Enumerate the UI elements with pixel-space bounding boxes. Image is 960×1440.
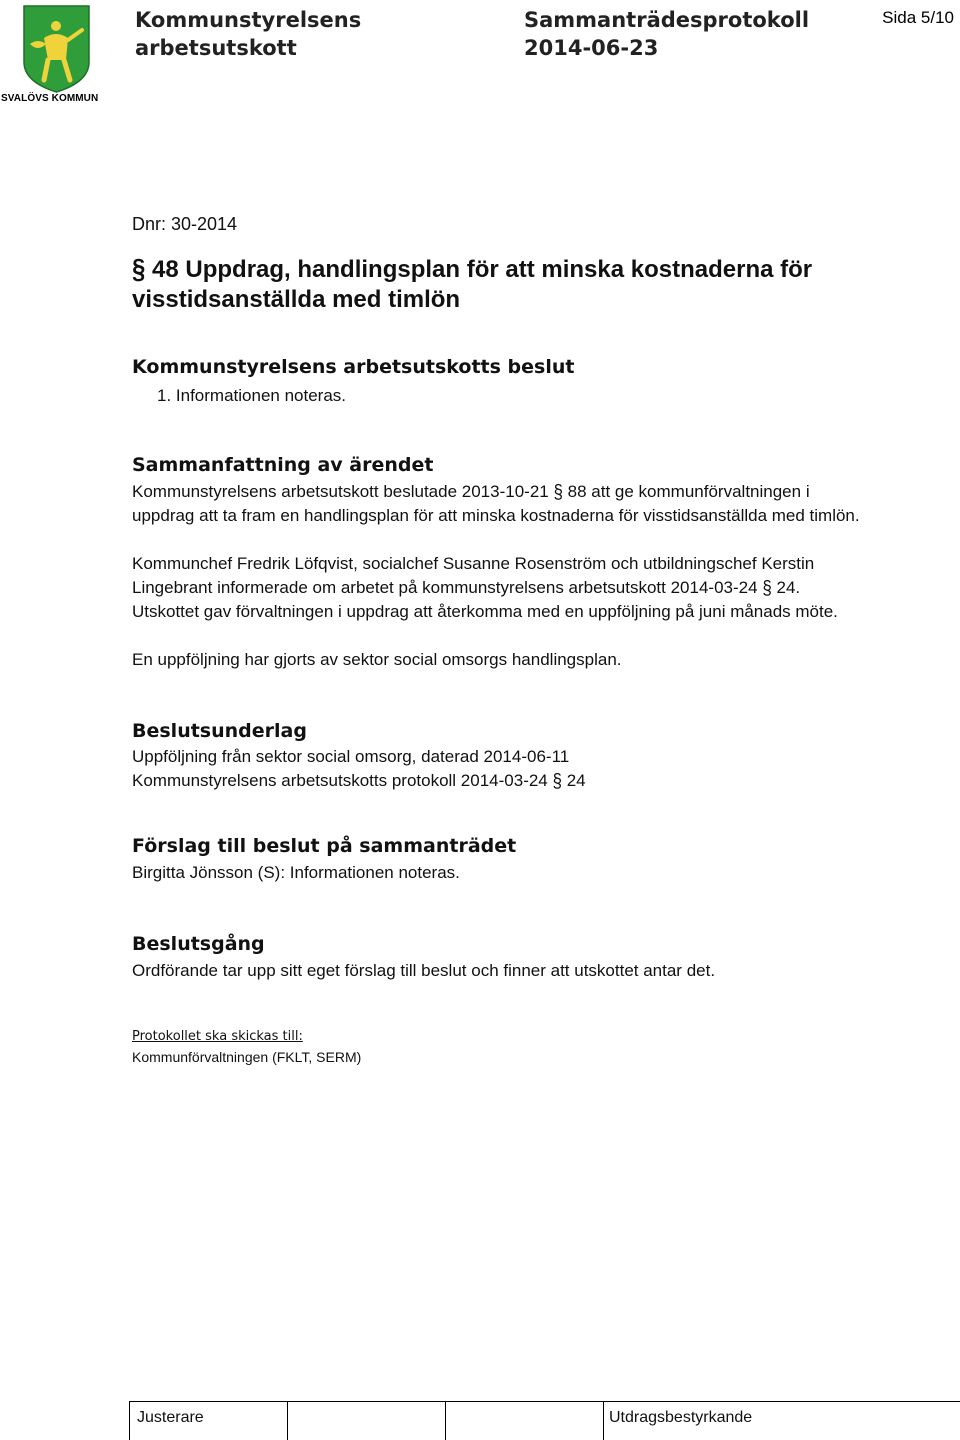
meeting-date: 2014-06-23 [524, 36, 659, 60]
sammanfattning-p1b: 88 att ge kommunförvaltningen i [567, 482, 810, 501]
sammanfattning-p2c: 24. [776, 578, 801, 597]
sammanfattning-heading: Sammanfattning av ärendet [132, 454, 434, 476]
utdrag-label: Utdragsbestyrkande [609, 1409, 753, 1426]
sammanfattning-p1c: uppdrag att ta fram en handlingsplan för att minska kostnaderna för visstidsanställda med timlön. [132, 506, 860, 525]
justerare-label: Justerare [137, 1409, 204, 1426]
beslutsgang-line: Ordförande tar upp sitt eget förslag till beslut och finner att utskottet antar det. [132, 961, 716, 980]
forslag-heading: Förslag till beslut på sammanträdet [132, 835, 517, 857]
page-number: Sida 5/10 [882, 8, 954, 27]
sammanfattning-body: Kommunstyrelsens arbetsutskott beslutade 2013-10-21 § 88 att ge kommunförvaltningen i uppdrag att ta fram en handlingsplan för att minska kostnaderna för visstidsanställda med timlön. Kommunchef Fredrik Löfqvist, socialchef Susanne Rosenström och utbildningschef Kerstin Lingebrant informerade om arbetet på kommunstyrelsens arbetsutskott 2014-03-24 § 24. Utskottet gav förvaltningen i uppdrag att återkomma med en uppföljning på juni månads möte. En uppföljning har gjorts av sektor social omsorgs handlingsplan. [132, 480, 942, 672]
underlag-body: Uppföljning från sektor social omsorg, daterad 2014-06-11 Kommunstyrelsens arbetsutskotts protokoll 2014-03-24 § 24 [132, 747, 586, 792]
sammanfattning-p3: En uppföljning har gjorts av sektor social omsorgs handlingsplan. [132, 650, 622, 669]
item-title-line1: 48 Uppdrag, handlingsplan för att minska kostnaderna för [152, 256, 813, 283]
underlag-line2b: 24 [566, 771, 586, 790]
sammanfattning-p2a: Kommunchef Fredrik Löfqvist, socialchef Susanne Rosenström och utbildningschef Kerstin [132, 554, 815, 573]
dnr: Dnr: 30-2014 [132, 214, 238, 234]
doc-meta [524, 6, 809, 62]
underlag-line1: Uppföljning från sektor social omsorg, daterad 2014-06-11 [132, 747, 570, 766]
org-name-line1: Kommunstyrelsens [135, 8, 362, 32]
item-title-line2: visstidsanställda med timlön [132, 286, 461, 313]
sammanfattning-p2b: Lingebrant informerade om arbetet på kommunstyrelsens arbetsutskott 2014-03-24 [132, 578, 758, 597]
sammanfattning-p1a: Kommunstyrelsens arbetsutskott beslutade 2013-10-21 [132, 482, 549, 501]
doc-type: Sammanträdesprotokoll [524, 8, 810, 32]
distribution-label: Protokollet ska skickas till: [132, 1029, 303, 1044]
item-title [132, 255, 812, 315]
footer-cell-utdrag [603, 1402, 604, 1440]
sammanfattning-p2d: Utskottet gav förvaltningen i uppdrag att återkomma med en uppföljning på juni månads möte. [132, 602, 838, 621]
municipality-logo [0, 0, 120, 110]
section-sign: § [132, 253, 146, 285]
org-name [135, 6, 361, 62]
footer-cell-justerare [129, 1402, 130, 1440]
signature-footer [129, 1401, 960, 1440]
beslut-heading: Kommunstyrelsens arbetsutskotts beslut [132, 356, 575, 378]
footer-cell-sign2 [445, 1402, 446, 1440]
org-name-line2: arbetsutskott [135, 36, 297, 60]
forslag-line: Birgitta Jönsson (S): Informationen noteras. [132, 863, 460, 882]
logo-text: SVALÖVS KOMMUN [1, 93, 99, 104]
underlag-line2a: Kommunstyrelsens arbetsutskotts protokoll 2014-03-24 [132, 771, 548, 790]
beslut-item: 1. Informationen noteras. [157, 386, 347, 405]
beslutsgang-heading: Beslutsgång [132, 933, 265, 955]
distribution-recipient: Kommunförvaltningen (FKLT, SERM) [132, 1049, 362, 1065]
footer-cell-sign1 [287, 1402, 288, 1440]
underlag-heading: Beslutsunderlag [132, 720, 307, 742]
